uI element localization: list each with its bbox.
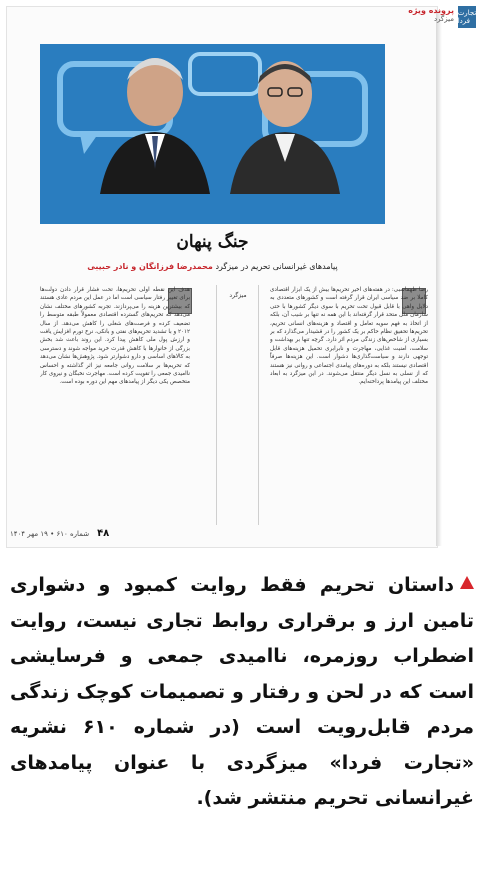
section-header [408, 6, 454, 23]
caption-text: داستان تحریم فقط روایت کمبود و دشواری تامین ارز و برقراری روابط تجاری نیست، روایت اضطراب روزمره، ناامیدی جمعی و فرسایشی است که در لحن و رفتار و تصمیمات کوچک زندگی مردم قابل‌رویت است (در شماره ۶۱۰ نشریه «تجارت فردا» میزگردی با عنوان پیامدهای غیرانسانی تحریم منتشر شد). [10, 574, 474, 809]
magazine-logo: تجارت فردا [458, 6, 476, 28]
body-column-left: هدف این نقطه اولی تحریم‌ها، تحت فشار قرار دادن دولت‌ها برای تغییر رفتار سیاسی است اما در عمل این مردم عادی هستند که بیشترین هزینه را می‌پردازند. تجربه کشورهای مختلف نشان می‌دهد که تحریم‌های گسترده اقتصادی معمولاً طبقه متوسط را تضعیف کرده و فرصت‌های شغلی را کاهش می‌دهد. از سال ۲۰۱۲ و با تشدید تحریم‌های نفتی و بانکی، نرخ تورم افزایش یافت و ارزش پول ملی کاهش پیدا کرد. این روند باعث شد بخش بزرگی از خانوارها با کاهش قدرت خرید مواجه شوند و دسترسی به کالاهای اساسی و دارو دشوارتر شود. پژوهش‌ها نشان می‌دهد که تحریم‌ها بر سلامت روانی جامعه نیز اثر گذاشته و احساس ناامیدی جمعی را تقویت کرده است. مهاجرت نخبگان و نیروی کار متخصص یکی دیگر از پیامدهای مهم این دوره بوده است. [40, 287, 190, 386]
column-divider [216, 285, 217, 525]
article-subtitle [40, 262, 385, 271]
caption-block [10, 568, 474, 817]
speaker-left-portrait [100, 44, 210, 194]
section-name: میزگرد [433, 15, 454, 23]
body-column-right: رضا طهماسبی: در هفته‌های اخیر تحریم‌ها بیش از یک ابزار اقتصادی کاملا بر ضد سیاسی ایران قرار گرفته است و کشورهای متعددی به دلایل واهی با قابل قبول تحت تحریم با سوی دیگر کشورها با حتی سازمان ملل متحد قرار گرفته‌اند با این همه نه تنها بر شیب آن، بلکه از اتخاذ به فهم سویه تعامل و اقتصاد و هزینه‌های انسانی تحریم، تحریم‌ها تحقیق نظام حاکم بر یک کشور را در قشیدار می‌گذارد که بر بسیاری از شاخص‌های زندگی مردم اثر دارد. گرچه تنها بر بهداشت و سلامت، امنیت غذایی، مهاجرت و نابرابری تحمیل هزینه‌های قابل توجهی دارند و سیاست‌گذاری‌ها دشوار است. این هزینه‌ها صرفاً اقتصادی نیستند بلکه به دوره‌های پیامدی اجتماعی و روانی نیز هستند که از نسلی به نسل دیگر منتقل می‌شوند. در این میزگرد به ابعاد مختلف این پیامدها پرداخته‌ایم. [270, 287, 428, 386]
section-kicker: پرونده ویژه [408, 6, 454, 15]
page-footer [10, 528, 109, 539]
triangle-marker-icon [460, 576, 474, 589]
subtitle-prefix: پیامدهای غیرانسانی تحریم در میزگرد [215, 262, 338, 271]
page-number: ۴۸ [97, 528, 110, 539]
issue-info: شماره ۶۱۰ ‌• ۱۹ مهر ۱۴۰۴ [10, 529, 90, 538]
article-title: جنگ پنهان [176, 232, 249, 252]
page-shadow [436, 10, 442, 546]
speaker-right-portrait [230, 44, 340, 194]
column-divider [258, 285, 259, 525]
panel-label: میزگرد [229, 292, 247, 299]
hero-illustration [40, 44, 385, 224]
subtitle-names: محمدرضا فرزانگان و نادر حبیبی [87, 262, 213, 271]
